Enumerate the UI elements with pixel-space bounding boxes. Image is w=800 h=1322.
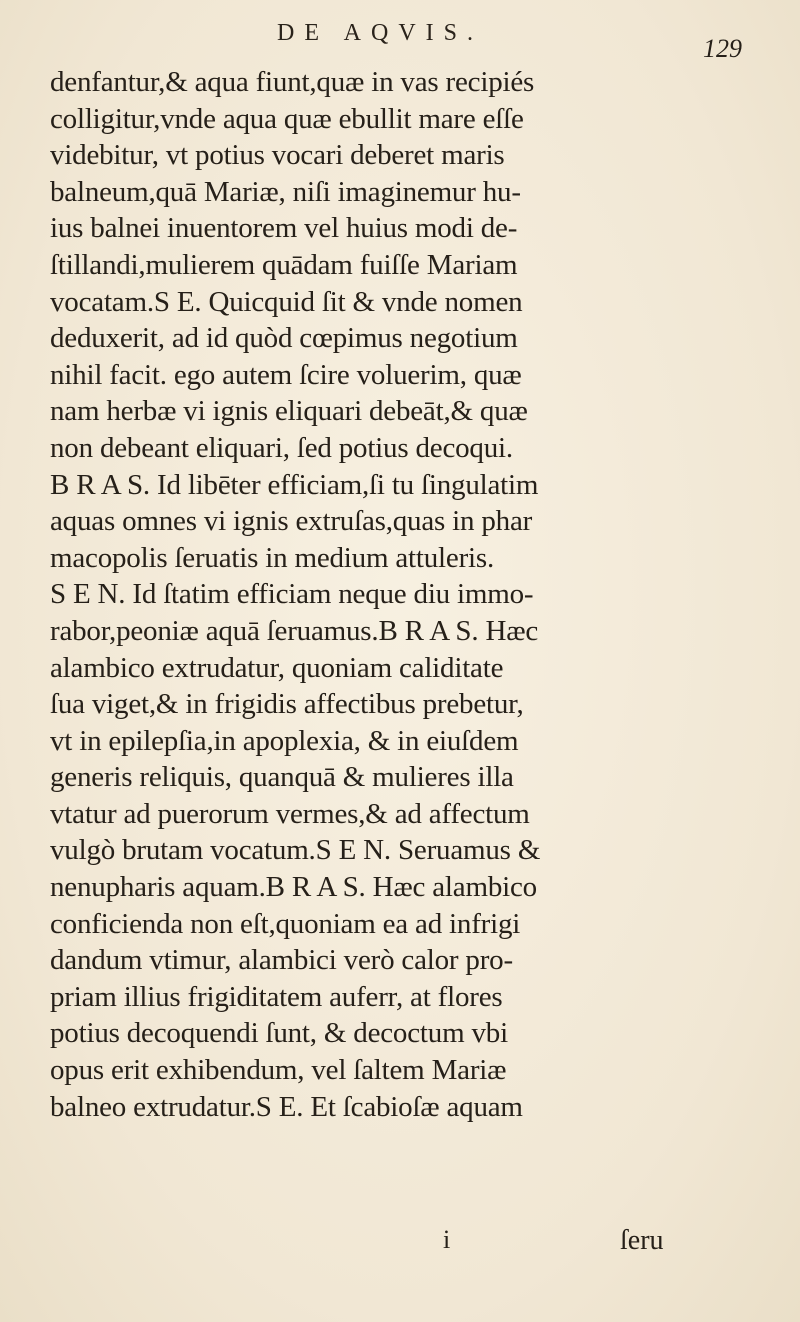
text-line: rabor,peoniæ aquā ſeruamus.B R A S. Hæc: [50, 614, 539, 647]
page-header: [0, 20, 800, 63]
text-line: vulgò brutam vocatum.S E N. Seruamus &: [50, 834, 541, 867]
text-line: priam illius frigiditatem auferr, at flores: [50, 980, 503, 1013]
text-line: potius decoquendi ſunt, & decoctum vbi: [50, 1017, 508, 1050]
text-line: vocatam.S E. Quicquid ſit & vnde nomen: [50, 285, 523, 318]
running-head: DE AQVIS.: [276, 20, 483, 46]
text-line: generis reliquis, quanquā & mulieres illa: [50, 761, 514, 794]
text-line: conficienda non eſt,quoniam ea ad infrigi: [50, 907, 521, 940]
text-line: nenupharis aquam.B R A S. Hæc alambico: [50, 871, 537, 904]
text-line: balneo extrudatur.S E. Et ſcabioſæ aquam: [50, 1090, 523, 1123]
text-line: macopolis ſeruatis in medium attuleris.: [50, 541, 495, 574]
text-line: S E N. Id ſtatim efficiam neque diu immo-: [50, 578, 534, 611]
text-line: ſua viget,& in frigidis affectibus prebetur,: [50, 688, 524, 721]
catchword: ſeru: [620, 1225, 664, 1256]
text-line: aquas omnes vi ignis extruſas,quas in phar: [50, 505, 533, 538]
text-line: opus erit exhibendum, vel ſaltem Mariæ: [50, 1054, 507, 1087]
text-line: nam herbæ vi ignis eliquari debeāt,& quæ: [50, 395, 528, 428]
text-line: B R A S. Id libēter efficiam,ſi tu ſingulatim: [50, 468, 539, 501]
text-line: alambico extrudatur, quoniam caliditate: [50, 651, 504, 684]
text-line: balneum,quā Mariæ, niſi imaginemur hu-: [50, 175, 521, 208]
page-number: 129: [703, 34, 742, 63]
text-line: vt in epilepſia,in apoplexia, & in eiuſdem: [50, 724, 519, 757]
text-line: denfantur,& aqua fiunt,quæ in vas recipiés: [50, 66, 535, 98]
text-line: nihil facit. ego autem ſcire voluerim, quæ: [50, 358, 522, 391]
signature-mark: i: [443, 1225, 451, 1254]
text-line: vtatur ad puerorum vermes,& ad affectum: [50, 797, 530, 830]
text-line: ius balnei inuentorem vel huius modi de-: [50, 212, 518, 245]
text-line: non debeant eliquari, ſed potius decoqui.: [50, 431, 513, 464]
text-line: ſtillandi,mulierem quādam fuiſſe Mariam: [50, 248, 518, 281]
text-line: colligitur,vnde aqua quæ ebullit mare eſſe: [50, 102, 524, 135]
body-text: [50, 64, 750, 1125]
text-line: videbitur, vt potius vocari deberet maris: [50, 139, 505, 172]
page-footer: [0, 1225, 800, 1265]
text-line: dandum vtimur, alambici verò calor pro-: [50, 944, 513, 977]
text-line: deduxerit, ad id quòd cœpimus negotium: [50, 322, 518, 355]
